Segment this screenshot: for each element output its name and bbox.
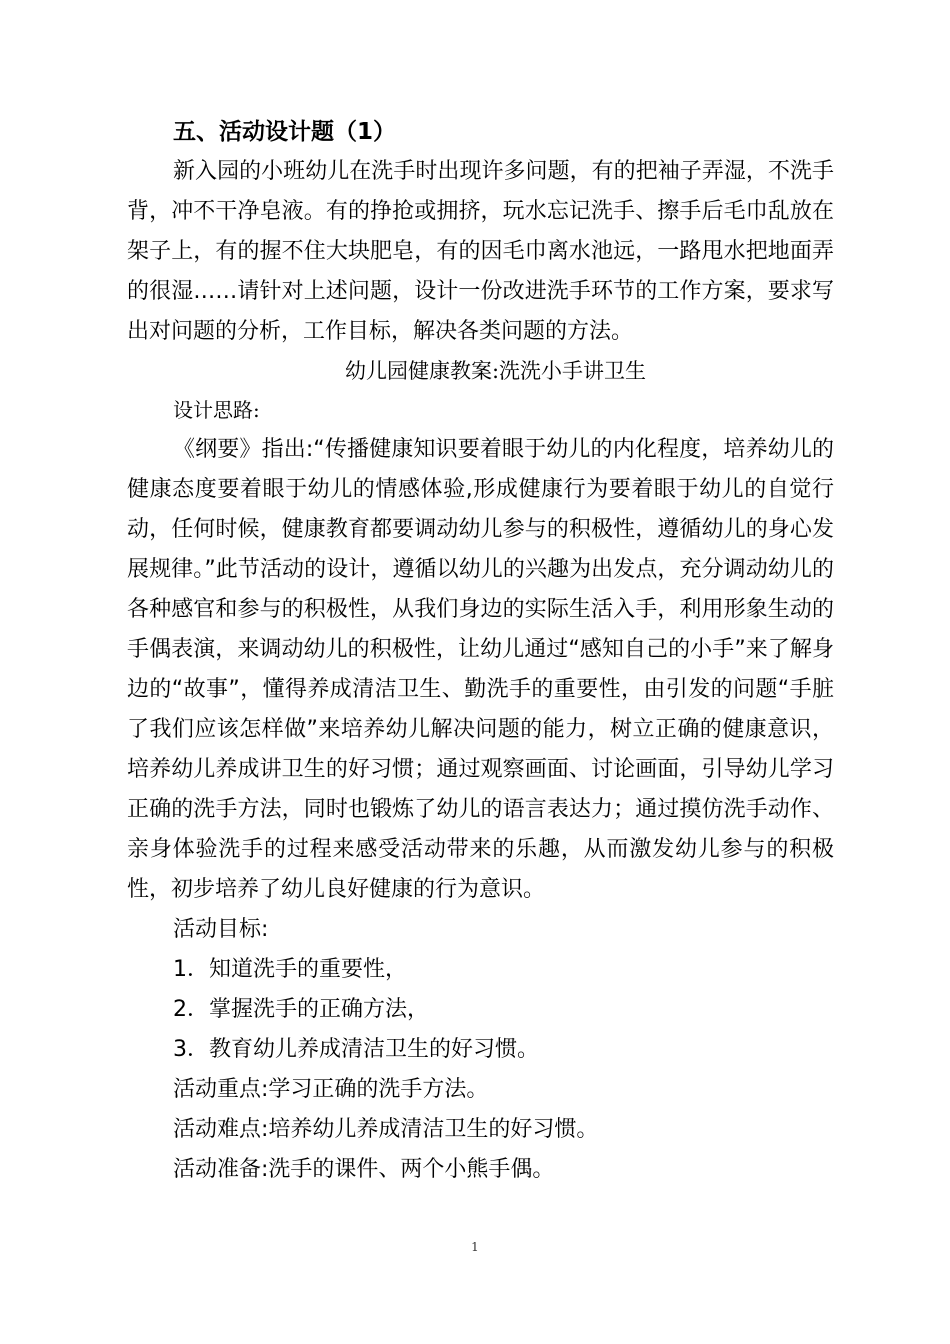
- goal-item: 2．掌握洗手的正确方法，: [173, 997, 429, 1022]
- key-point: 活动重点:学习正确的洗手方法。: [173, 1077, 489, 1102]
- goal-item: 1．知道洗手的重要性，: [173, 957, 407, 982]
- section-heading: 五、活动设计题（1）: [173, 119, 397, 145]
- question-paragraph: 新入园的小班幼儿在洗手时出现许多问题，有的把袖子弄湿，不洗手背，冲不干净皂液。有的挣抢或拥挤，玩水忘记洗手、擦手后毛巾乱放在架子上，有的握不住大块肥皂，有的因毛巾离水池远，一路甩水把地面弄的很湿……请针对上述问题，设计一份改进洗手环节的工作方案，要求写出对问题的分析，工作目标，解决各类问题的方法。: [127, 159, 834, 344]
- design-label: 设计思路:: [173, 398, 260, 422]
- design-paragraph: 《纲要》指出:“传播健康知识要着眼于幼儿的内化程度，培养幼儿的健康态度要着眼于幼儿的情感体验,形成健康行为要着眼于幼儿的自觉行动，任何时候，健康教育都要调动幼儿参与的积极性，遵循幼儿的身心发展规律。”此节活动的设计，遵循以幼儿的兴趣为出发点，充分调动幼儿的各种感官和参与的积极性，从我们身边的实际生活入手，利用形象生动的手偶表演，来调动幼儿的积极性，让幼儿通过“感知自己的小手”来了解身边的“故事”，懂得养成清洁卫生、勤洗手的重要性，由引发的问题“手脏了我们应该怎样做”来培养幼儿解决问题的能力，树立正确的健康意识，培养幼儿养成讲卫生的好习惯；通过观察画面、讨论画面，引导幼儿学习正确的洗手方法，同时也锻炼了幼儿的语言表达力；通过摸仿洗手动作、亲身体验洗手的过程来感受活动带来的乐趣，从而激发幼儿参与的积极性，初步培养了幼儿良好健康的行为意识。: [127, 437, 834, 902]
- page-number: 1: [471, 1240, 479, 1254]
- difficulty-point: 活动难点:培养幼儿养成清洁卫生的好习惯。: [173, 1117, 599, 1142]
- page-content: [127, 112, 834, 1190]
- lesson-title: 幼儿园健康教案:洗洗小手讲卫生: [344, 359, 647, 383]
- goals-label: 活动目标:: [173, 917, 269, 942]
- goal-item: 3．教育幼儿养成清洁卫生的好习惯。: [173, 1037, 539, 1062]
- preparation: 活动准备:洗手的课件、两个小熊手偶。: [173, 1157, 555, 1182]
